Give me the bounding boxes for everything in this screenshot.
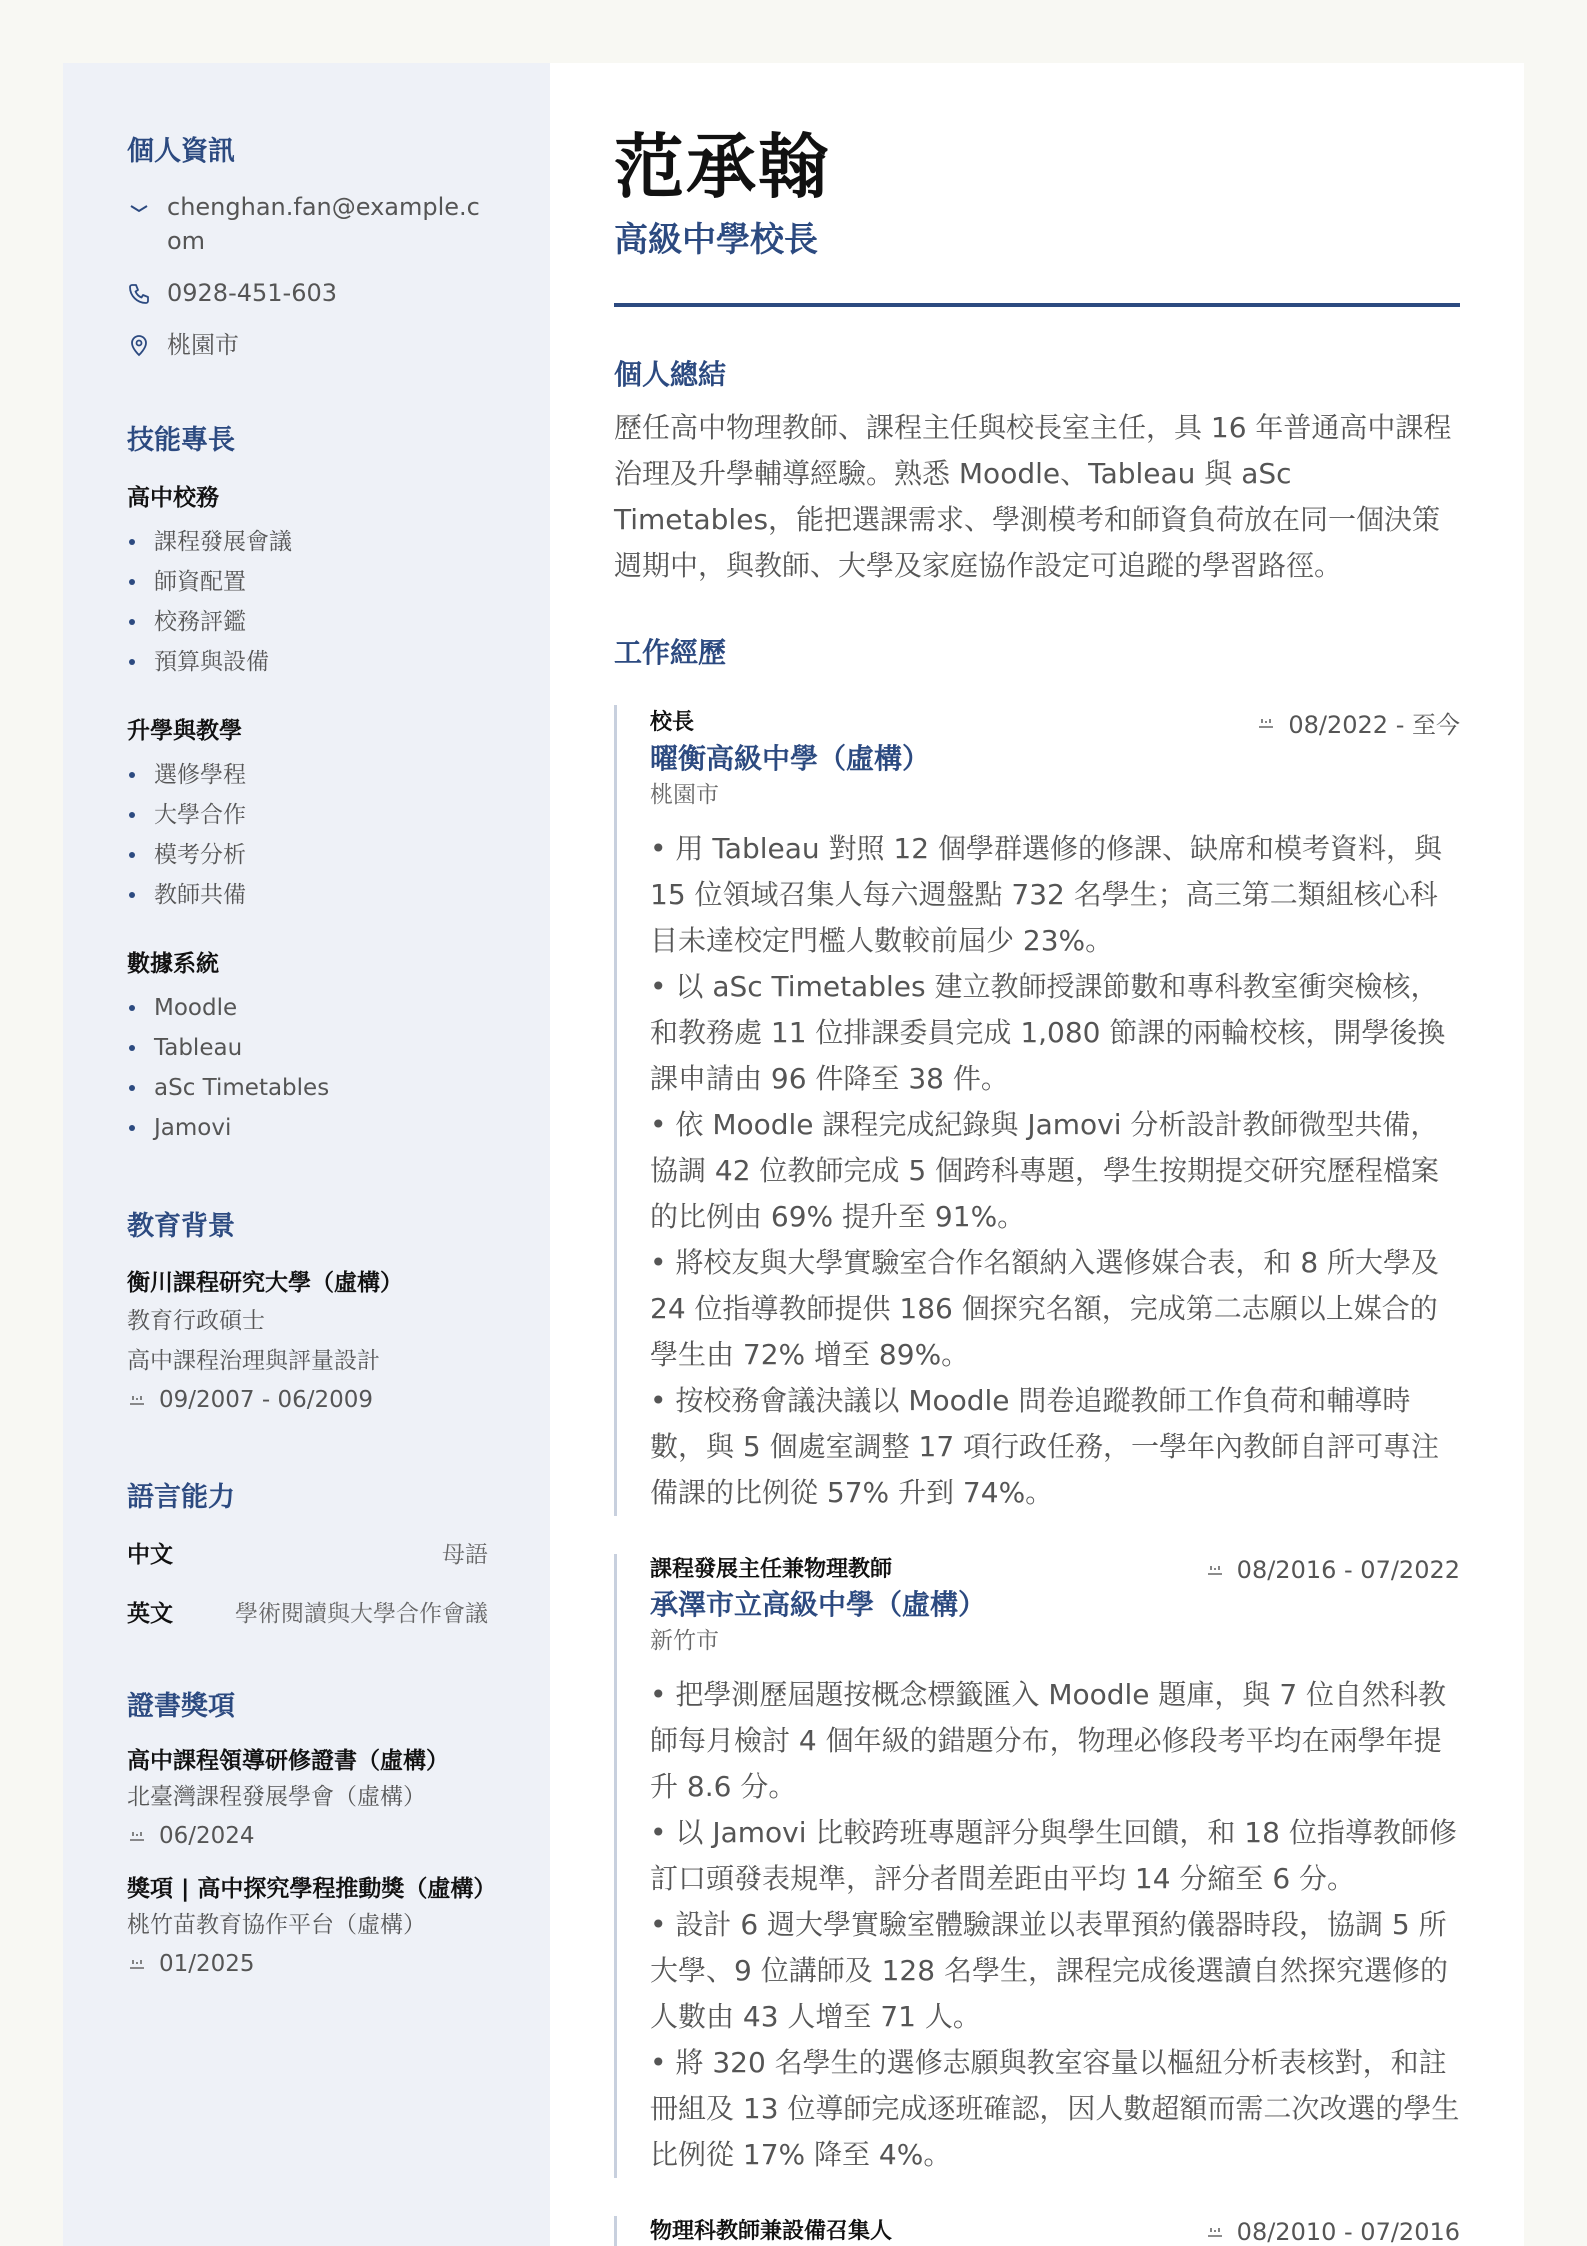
summary-text: 歷任高中物理教師、課程主任與校長室主任，具 16 年普通高中課程治理及升學輔導經驗。熟悉 Moodle、Tableau 與 aSc Timetables，能把選課需求、學測模考和師資負荷放在同一個決策週期中，與教師、大學及家庭協作設定可追蹤的學習路徑。 bbox=[614, 411, 1452, 582]
calendar-icon bbox=[127, 1390, 147, 1410]
phone-text[interactable]: 0928-451-603 bbox=[167, 279, 338, 307]
header-divider bbox=[614, 303, 1460, 307]
education-section bbox=[127, 1204, 488, 1419]
job-entry bbox=[614, 705, 1460, 1516]
job-dates: 08/2022 - 至今 bbox=[1288, 711, 1460, 739]
skill-item: Jamovi bbox=[127, 1108, 488, 1148]
skill-item: Moodle bbox=[127, 988, 488, 1028]
skill-item: Tableau bbox=[127, 1028, 488, 1068]
mail-icon bbox=[127, 196, 151, 220]
sidebar bbox=[63, 63, 550, 2246]
phone-icon bbox=[127, 282, 151, 306]
job-bullet: • 以 aSc Timetables 建立教師授課節數和專科教室衝突檢核，和教務處 11 位排課委員完成 1,080 節課的兩輪校核，開學後換課申請由 96 件降至 38 件。 bbox=[650, 970, 1446, 1095]
skill-item: 教師共備 bbox=[127, 875, 488, 915]
certs-section bbox=[127, 1684, 497, 1983]
job-bullet: • 以 Jamovi 比較跨班專題評分與學生回饋，和 18 位指導教師修訂口頭發表規準，評分者間差距由平均 14 分縮至 6 分。 bbox=[650, 1816, 1457, 1895]
skill-group bbox=[127, 712, 488, 915]
skill-list bbox=[127, 988, 488, 1148]
resume-page bbox=[63, 63, 1524, 2246]
cert-date: 01/2025 bbox=[159, 1951, 255, 1977]
languages-heading: 語言能力 bbox=[127, 1482, 235, 1513]
cert-issuer: 北臺灣課程發展學會（虛構） bbox=[127, 1784, 426, 1810]
skill-item: 選修學程 bbox=[127, 755, 488, 795]
cert-date-row bbox=[127, 1817, 488, 1855]
job-dates: 08/2016 - 07/2022 bbox=[1236, 1556, 1460, 1584]
skill-group-title: 升學與教學 bbox=[127, 718, 242, 744]
skill-group-title: 數據系統 bbox=[127, 951, 219, 977]
person-name: 范承翰 bbox=[614, 126, 830, 208]
skill-item: 模考分析 bbox=[127, 835, 488, 875]
job-role: 校長 bbox=[650, 709, 695, 735]
contact-heading: 個人資訊 bbox=[127, 136, 235, 167]
job-bullet: • 將 320 名學生的選修志願與教室容量以樞紐分析表核對，和註冊組及 13 位導師完成逐班確認，因人數超額而需二次改選的學生比例從 17% 降至 4%。 bbox=[650, 2046, 1460, 2171]
cert-item bbox=[127, 1745, 488, 1855]
skill-group bbox=[127, 479, 488, 682]
language-row bbox=[127, 1536, 488, 1569]
skill-item: aSc Timetables bbox=[127, 1068, 488, 1108]
skill-group bbox=[127, 945, 488, 1148]
job-bullet: • 設計 6 週大學實驗室體驗課並以表單預約儀器時段，協調 5 所大學、9 位講師及 128 名學生，課程完成後選讀自然探究選修的人數由 43 人增至 71 人。 bbox=[650, 1908, 1448, 2033]
calendar-icon bbox=[1205, 1560, 1225, 1580]
job-dates: 08/2010 - 07/2016 bbox=[1236, 2218, 1460, 2246]
skill-list bbox=[127, 755, 488, 915]
education-degree: 教育行政碩士 bbox=[127, 1308, 265, 1334]
calendar-icon bbox=[127, 1954, 147, 1974]
skills-section bbox=[127, 418, 488, 1148]
job-role: 課程發展主任兼物理教師 bbox=[650, 1557, 893, 1582]
education-school: 衡川課程研究大學（虛構） bbox=[127, 1270, 403, 1296]
cert-date: 06/2024 bbox=[159, 1823, 255, 1849]
language-row bbox=[127, 1595, 488, 1628]
calendar-icon bbox=[127, 1826, 147, 1846]
job-date-row bbox=[1205, 1556, 1460, 1584]
education-heading: 教育背景 bbox=[127, 1211, 235, 1242]
job-bullet: • 將校友與大學實驗室合作名額納入選修媒合表，和 8 所大學及 24 位指導教師提供 186 個探究名額，完成第二志願以上媒合的學生由 72% 增至 89%。 bbox=[650, 1246, 1440, 1371]
job-header bbox=[650, 1554, 1460, 1586]
skills-heading: 技能專長 bbox=[127, 425, 235, 456]
job-date-row bbox=[1256, 705, 1460, 740]
job-role: 物理科教師兼設備召集人 bbox=[650, 2219, 893, 2244]
language-name: 英文 bbox=[127, 1601, 173, 1627]
calendar-icon bbox=[1205, 2222, 1225, 2242]
job-header bbox=[650, 705, 1460, 740]
contact-email bbox=[127, 190, 488, 258]
location-pin-icon bbox=[127, 334, 151, 358]
location-text: 桃園市 bbox=[167, 331, 239, 359]
language-name: 中文 bbox=[127, 1542, 173, 1568]
cert-title: 獎項 | 高中探究學程推動獎（虛構） bbox=[127, 1876, 497, 1902]
job-bullet: • 把學測歷屆題按概念標籤匯入 Moodle 題庫，與 7 位自然科教師每月檢討 4 個年級的錯題分布，物理必修段考平均在兩學年提升 8.6 分。 bbox=[650, 1678, 1447, 1803]
languages-section bbox=[127, 1475, 488, 1628]
education-date bbox=[127, 1381, 488, 1419]
job-date-row bbox=[1205, 2218, 1460, 2246]
job-entry bbox=[614, 1554, 1460, 2178]
language-level: 母語 bbox=[442, 1542, 488, 1568]
job-bullet: • 按校務會議決議以 Moodle 問卷追蹤教師工作負荷和輔導時數，與 5 個處室調整 17 項行政任務，一學年內教師自評可專注備課的比例從 57% 升到 74%。 bbox=[650, 1384, 1440, 1509]
contact-phone bbox=[127, 276, 488, 310]
skill-group-title: 高中校務 bbox=[127, 485, 219, 511]
cert-date-row bbox=[127, 1945, 488, 1983]
language-level: 學術閱讀與大學合作會議 bbox=[235, 1601, 488, 1627]
job-entry bbox=[614, 2216, 1460, 2246]
skill-item: 大學合作 bbox=[127, 795, 488, 835]
job-bullet: • 依 Moodle 課程完成紀錄與 Jamovi 分析設計教師微型共備，協調 42 位教師完成 5 個跨科專題，學生按期提交研究歷程檔案的比例由 69% 提升至 91%。 bbox=[650, 1108, 1440, 1233]
job-city: 新竹市 bbox=[650, 1628, 719, 1654]
cert-item bbox=[127, 1873, 497, 1983]
summary-heading: 個人總結 bbox=[614, 358, 727, 391]
education-dates: 09/2007 - 06/2009 bbox=[159, 1387, 374, 1413]
job-header bbox=[650, 2216, 1460, 2246]
contact-location bbox=[127, 328, 488, 362]
cert-issuer: 桃竹苗教育協作平台（虛構） bbox=[127, 1912, 426, 1938]
email-text[interactable]: chenghan.fan@example.com bbox=[167, 193, 480, 255]
main-content bbox=[550, 63, 1524, 2246]
calendar-icon bbox=[1256, 713, 1276, 733]
job-company: 曜衡高級中學（虛構） bbox=[650, 742, 931, 775]
skill-item: 預算與設備 bbox=[127, 642, 488, 682]
skill-item: 校務評鑑 bbox=[127, 602, 488, 642]
education-field: 高中課程治理與評量設計 bbox=[127, 1348, 380, 1374]
experience-heading: 工作經歷 bbox=[614, 636, 727, 669]
job-title: 高級中學校長 bbox=[614, 220, 818, 260]
skill-item: 師資配置 bbox=[127, 562, 488, 602]
cert-title: 高中課程領導研修證書（虛構） bbox=[127, 1748, 449, 1774]
skill-list bbox=[127, 522, 488, 682]
skill-item: 課程發展會議 bbox=[127, 522, 488, 562]
job-company: 承澤市立高級中學（虛構） bbox=[650, 1588, 987, 1621]
contact-section bbox=[127, 129, 488, 362]
certs-heading: 證書獎項 bbox=[127, 1691, 235, 1722]
job-bullet: • 用 Tableau 對照 12 個學群選修的修課、缺席和模考資料，與 15 位領域召集人每六週盤點 732 名學生；高三第二類組核心科目未達校定門檻人數較前屆少 23%。 bbox=[650, 832, 1442, 957]
job-city: 桃園市 bbox=[650, 782, 719, 808]
